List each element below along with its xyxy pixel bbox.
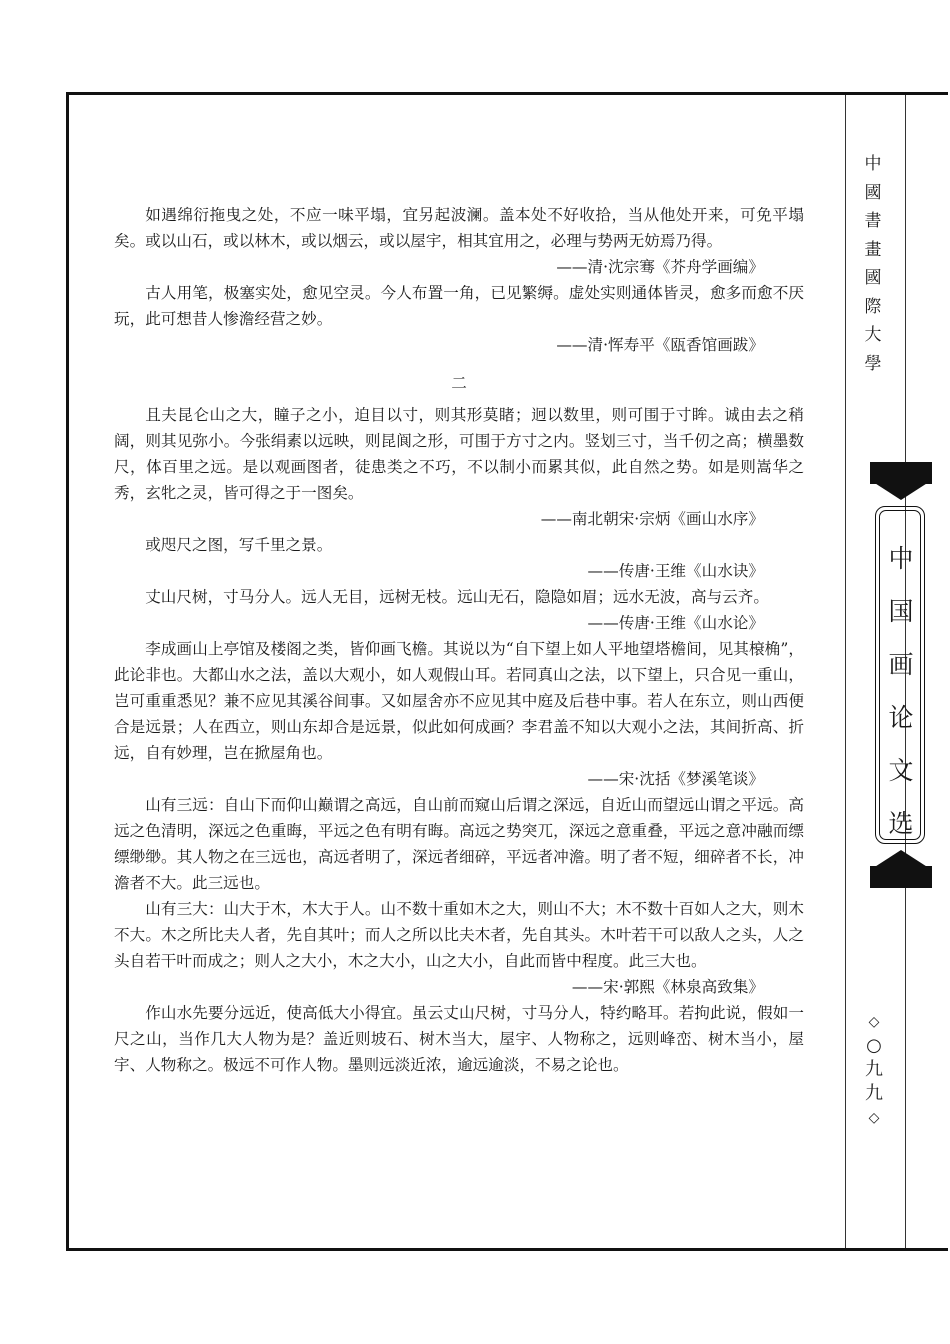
book-title [872,532,930,850]
source-2: ——清·恽寿平《瓯香馆画跋》 [556,336,764,354]
source-3: ——南北朝宋·宗炳《画山水序》 [540,510,764,528]
paragraph-6: 李成画山上亭馆及楼阁之类，皆仰画飞檐。其说以为“自下望上如人平地望塔檐间，见其榱桷”，此论非也。大都山水之法，盖以大观小，如人观假山耳。若同真山之法，以下望上，只合见一重山，岂可重重悉见？兼不应见其溪谷间事。又如屋舍亦不应见其中庭及后巷中事。若人在东立，则山西便合是远景；人在西立，则山东却合是远景，似此如何成画？李君盖不知以大观小之法，其间折高、折远，自有妙理，岂在掀屋角也。 [114,640,804,762]
side-title-char: 國 [864,268,882,288]
book-title-char: 文 [888,756,914,785]
diamond-icon: ◇ [868,1014,880,1030]
paragraph-5: 丈山尺树，寸马分人。远人无目，远树无枝。远山无石，隐隐如眉；远水无波，高与云齐。 [145,588,769,606]
book-title-char: 国 [888,597,914,626]
chevron-down-ornament-icon [870,480,932,502]
page-digit: 九 [865,1083,883,1104]
source-6: ——宋·沈括《梦溪笔谈》 [587,770,764,788]
side-title-char: 大 [864,325,882,345]
side-title-char: 學 [864,353,882,374]
book-title-char: 论 [888,703,914,732]
paragraph-7: 山有三远：自山下而仰山巅谓之高远，自山前而窥山后谓之深远，自近山而望远山谓之平远。高远之色清明，深远之色重晦，平远之色有明有晦。高远之势突兀，深远之意重叠，平远之意冲融而缥缥缈缈。其人物之在三远也，高远者明了，深远者细碎，平远者冲澹。明了者不短，细碎者不长，冲澹者不大。此三远也。 [114,796,804,892]
book-title-char: 选 [888,809,914,838]
side-title-char: 書 [864,211,882,231]
paragraph-9: 作山水先要分远近，使高低大小得宜。虽云丈山尺树，寸马分人，特约略耳。若拘此说，假如一尺之山，当作几大人物为是？盖近则坡石、树木当大，屋宇、人物称之，远则峰峦、树木当小，屋宇、人物称之。极远不可作人物。墨则远淡近浓，逾远逾淡，不易之论也。 [114,1004,804,1074]
page-digit: 九 [865,1059,883,1080]
section-heading: 二 [451,374,467,392]
margin-rule-inner [845,95,846,1248]
side-title-char: 國 [864,182,882,203]
book-title-char: 中 [888,544,914,573]
source-4: ——传唐·王维《山水诀》 [587,562,764,580]
source-1: ——清·沈宗骞《芥舟学画编》 [556,258,764,276]
side-title-char: 中 [864,154,882,174]
source-8: ——宋·郭熙《林泉高致集》 [571,978,764,996]
page-number [860,1010,888,1130]
side-running-title [858,150,888,378]
paragraph-8: 山有三大：山大于木，木大于人。山不数十重如木之大，则山不大；木不数十百如人之大，则木不大。木之所比夫人者，先自其叶；而人之所以比夫木者，先自其头。木叶若干可以敌人之头，人之头自若干叶而成之；则人之大小，木之大小，山之大小，自此而皆中程度。此三大也。 [114,900,804,970]
book-title-char: 画 [888,650,914,679]
page-digit: ○ [866,1035,882,1056]
paragraph-3: 且夫昆仑山之大，瞳子之小，迫目以寸，则其形莫睹；迥以数里，则可围于寸眸。诚由去之稍阔，则其见弥小。今张绢素以远映，则昆阆之形，可围于方寸之内。竖划三寸，当千仞之高；横墨数尺，体百里之远。是以观画图者，徒患类之不巧，不以制小而累其似，此自然之势。如是则嵩华之秀，玄牝之灵，皆可得之于一图矣。 [114,406,804,502]
main-text [114,202,804,1078]
side-title-char: 畫 [864,239,882,260]
paragraph-2: 古人用笔，极塞实处，愈见空灵。今人布置一角，已见繁缛。虚处实则通体皆灵，愈多而愈不厌玩，此可想昔人惨澹经营之妙。 [114,284,804,328]
source-5: ——传唐·王维《山水论》 [587,614,764,632]
paragraph-1: 如遇绵衍拖曳之处，不应一味平塌，宜另起波澜。盖本处不好收拾，当从他处开来，可免平塌矣。或以山石，或以林木，或以烟云，或以屋宇，相其宜用之，必理与势两无妨焉乃得。 [114,206,804,250]
cartouche-cap-bottom [870,866,932,888]
paragraph-4: 或咫尺之图，写千里之景。 [145,536,333,554]
diamond-icon: ◇ [868,1110,880,1126]
side-title-char: 際 [864,296,882,317]
